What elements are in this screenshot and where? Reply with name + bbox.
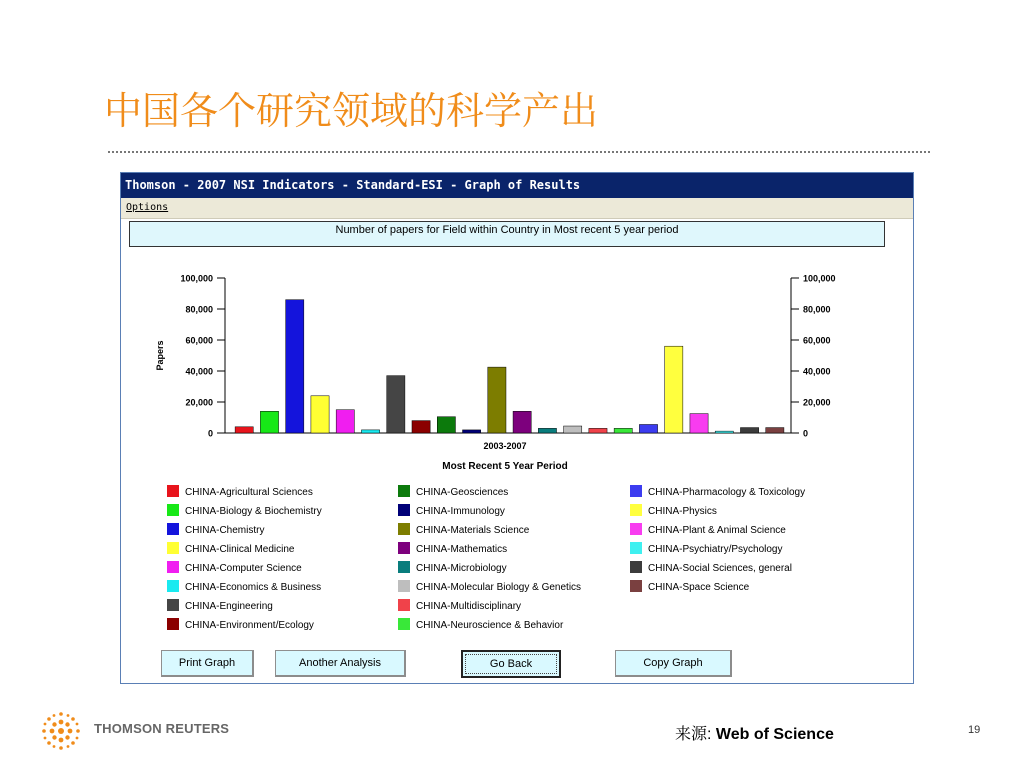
title-divider [108,151,930,153]
menubar [121,198,913,219]
bar [538,428,556,433]
legend-label: CHINA-Multidisciplinary [416,601,522,612]
bar [286,300,304,433]
source-name: Web of Science [715,726,834,743]
bar [740,428,758,433]
bar [614,428,632,433]
legend-label: CHINA-Agricultural Sciences [185,487,313,498]
another-analysis-button[interactable]: Another Analysis [275,650,406,677]
legend-swatch [398,618,410,630]
legend-swatch [167,523,179,535]
legend-swatch [398,504,410,516]
legend-label: CHINA-Microbiology [416,563,507,574]
print-graph-button[interactable]: Print Graph [161,650,254,677]
bar [437,417,455,433]
legend-swatch [398,561,410,573]
legend-item [630,485,805,498]
legend-label: CHINA-Mathematics [416,544,508,555]
legend-label: CHINA-Immunology [416,506,505,517]
y-tick-label-right: 20,000 [803,397,831,408]
legend-swatch [167,542,179,554]
legend-item [167,580,321,593]
y-tick-label-left: 20,000 [185,397,213,408]
thomson-reuters-logo-icon [38,709,84,753]
legend-item [398,523,529,536]
y-tick-label-right: 0 [803,428,809,439]
legend-swatch [398,523,410,535]
y-tick-label-left: 100,000 [180,273,213,284]
bar [361,430,379,433]
legend-label: CHINA-Physics [648,506,717,517]
legend-item [630,561,792,574]
legend-item [630,523,786,536]
legend-swatch [167,580,179,592]
legend-item [398,485,508,498]
legend-swatch [398,580,410,592]
logo-text: THOMSON REUTERS [94,721,230,736]
source-note [675,721,834,744]
bar [513,411,531,433]
legend-swatch [398,542,410,554]
legend-label: CHINA-Space Science [648,582,750,593]
y-tick-label-left: 0 [207,428,213,439]
y-tick-label-right: 100,000 [803,273,836,284]
y-tick-label-right: 60,000 [803,335,831,346]
y-tick-label-left: 60,000 [185,335,213,346]
legend-item [398,561,507,574]
bar [412,421,430,433]
legend-item [167,523,264,536]
y-tick-label-left: 40,000 [185,366,213,377]
bar [564,426,582,433]
legend-item [398,580,581,593]
page-number: 19 [968,724,981,736]
legend-label: CHINA-Molecular Biology & Genetics [416,582,582,593]
chart-legend [167,485,887,635]
legend-label: CHINA-Neuroscience & Behavior [416,620,564,631]
legend-item [398,504,505,517]
legend-swatch [630,504,642,516]
legend-swatch [167,561,179,573]
legend-swatch [167,599,179,611]
legend-swatch [630,523,642,535]
bar [387,376,405,433]
legend-item [167,485,313,498]
legend-label: CHINA-Geosciences [416,487,509,498]
legend-swatch [398,599,410,611]
legend-swatch [398,485,410,497]
legend-item [398,599,521,612]
bar [766,428,784,433]
bar [463,430,481,433]
menu-options[interactable]: Options [126,202,169,213]
go-back-button[interactable]: Go Back [461,650,561,678]
bar [336,410,354,433]
bar [488,367,506,433]
chart-title: Number of papers for Field within Country in Most recent 5 year period [129,221,885,247]
bar [715,431,733,433]
window-titlebar: Thomson - 2007 NSI Indicators - Standard-ESI - Graph of Results [121,173,913,198]
legend-swatch [630,542,642,554]
bar [665,346,683,433]
y-tick-label-left: 80,000 [185,304,213,315]
legend-item [630,580,749,593]
bar [260,411,278,433]
x-axis-label: Most Recent 5 Year Period [442,461,568,472]
legend-item [167,504,322,517]
x-tick-label: 2003-2007 [483,441,527,451]
legend-label: CHINA-Plant & Animal Science [648,525,786,536]
source-prefix: 来源: [675,726,712,743]
legend-label: CHINA-Social Sciences, general [648,563,792,574]
legend-label: CHINA-Psychiatry/Psychology [648,544,783,555]
bar [690,414,708,433]
legend-item [167,618,314,631]
legend-item [398,542,507,555]
bar [639,424,657,433]
legend-label: CHINA-Economics & Business [185,582,322,593]
legend-item [167,561,302,574]
legend-label: CHINA-Environment/Ecology [185,620,314,631]
y-axis-label: Papers [155,340,165,371]
legend-label: CHINA-Engineering [185,601,273,612]
legend-swatch [630,485,642,497]
legend-label: CHINA-Chemistry [185,525,265,536]
y-tick-label-right: 40,000 [803,366,831,377]
bar-chart [121,253,911,473]
bar [311,396,329,433]
legend-swatch [167,618,179,630]
legend-swatch [167,504,179,516]
legend-label: CHINA-Materials Science [416,525,530,536]
legend-item [630,504,717,517]
y-tick-label-right: 80,000 [803,304,831,315]
bar [235,427,253,433]
legend-swatch [630,561,642,573]
legend-item [167,542,294,555]
slide-title: 中国各个研究领域的科学产出 [104,89,599,133]
legend-swatch [167,485,179,497]
legend-item [630,542,782,555]
legend-item [167,599,273,612]
legend-label: CHINA-Computer Science [185,563,302,574]
bar [589,428,607,433]
copy-graph-button[interactable]: Copy Graph [615,650,732,677]
graph-window [120,172,914,684]
legend-swatch [630,580,642,592]
legend-label: CHINA-Pharmacology & Toxicology [648,487,806,498]
legend-label: CHINA-Clinical Medicine [185,544,295,555]
legend-item [398,618,563,631]
legend-label: CHINA-Biology & Biochemistry [185,506,322,517]
